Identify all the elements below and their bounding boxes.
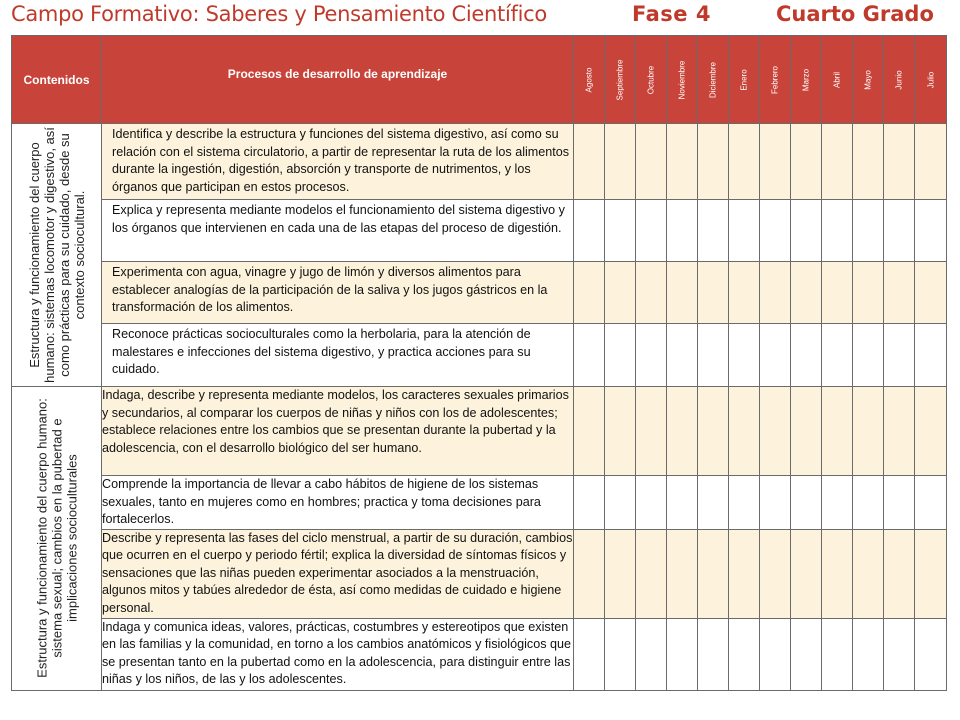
month-cell[interactable] [698,262,729,324]
contenido-text: Estructura y funcionamiento del cuerpo humano: sistema sexual; cambios en la pubertad e implicaciones socioculturales [34,398,79,679]
month-cell[interactable] [791,476,822,530]
month-cell[interactable] [574,324,605,387]
page-title: Campo Formativo: Saberes y Pensamiento Científico [11,2,547,26]
month-cell[interactable] [667,529,698,618]
month-cell[interactable] [636,262,667,324]
month-cell[interactable] [853,618,884,690]
month-cell[interactable] [605,476,636,530]
month-cell[interactable] [574,618,605,690]
month-cell[interactable] [574,476,605,530]
month-header-diciembre: Diciembre [698,36,729,124]
month-header-junio: Junio [884,36,915,124]
proceso-cell: Describe y representa las fases del ciclo menstrual, a partir de su duración, cambios que ocurren en el cuerpo y periodo fértil; explica la diversidad de síntomas físicos y sensaciones que las niñas pueden experimentar asociados a la menstruación, algunos mitos y tabúes alrededor de ésta, así como medidas de cuidado e higiene personal. [102,529,574,618]
month-cell[interactable] [853,529,884,618]
month-cell[interactable] [884,200,915,262]
month-cell[interactable] [760,618,791,690]
month-cell[interactable] [729,529,760,618]
month-cell[interactable] [605,324,636,387]
month-cell[interactable] [667,324,698,387]
contenido-cell [12,124,102,387]
table-row [12,324,947,387]
month-cell[interactable] [636,324,667,387]
month-cell[interactable] [605,124,636,200]
month-cell[interactable] [667,618,698,690]
proceso-cell: Indaga y comunica ideas, valores, prácticas, costumbres y estereotipos que existen en las familias y la comunidad, en torno a los cambios anatómicos y fisiológicos que se presentan tanto en la pubertad como en la adolescencia, para distinguir entre las niñas y los niños, de las y los adolescentes. [102,618,574,690]
month-cell[interactable] [729,124,760,200]
month-cell[interactable] [760,262,791,324]
month-header-julio: Julio [915,36,947,124]
month-cell[interactable] [760,476,791,530]
month-cell[interactable] [853,387,884,476]
month-cell[interactable] [791,618,822,690]
proceso-cell: Comprende la importancia de llevar a cabo hábitos de higiene de los sistemas sexuales, tanto en mujeres como en hombres; practica y toma decisiones para fortalecerlos. [102,476,574,530]
month-cell[interactable] [915,324,947,387]
month-cell[interactable] [636,476,667,530]
table-row [12,618,947,690]
month-header-abril: Abril [822,36,853,124]
month-cell[interactable] [667,124,698,200]
page-header [0,0,960,34]
month-cell[interactable] [605,200,636,262]
month-cell[interactable] [760,387,791,476]
table-row [12,124,947,200]
month-header-octubre: Octubre [636,36,667,124]
table-body [12,124,947,691]
month-cell[interactable] [915,124,947,200]
month-cell[interactable] [853,262,884,324]
month-cell[interactable] [698,529,729,618]
month-header-enero: Enero [729,36,760,124]
month-header-marzo: Marzo [791,36,822,124]
month-cell[interactable] [822,200,853,262]
contenido-cell [12,387,102,691]
table-row [12,476,947,530]
month-cell[interactable] [698,618,729,690]
month-cell[interactable] [636,529,667,618]
month-cell[interactable] [822,124,853,200]
table-row [12,200,947,262]
month-cell[interactable] [822,476,853,530]
month-cell[interactable] [853,200,884,262]
planning-table [11,35,947,691]
month-cell[interactable] [822,387,853,476]
month-cell[interactable] [605,618,636,690]
month-cell[interactable] [636,387,667,476]
month-cell[interactable] [791,200,822,262]
proceso-cell: Reconoce prácticas socioculturales como la herbolaria, para la atención de malestares e infecciones del sistema digestivo, y practica acciones para su cuidado. [102,324,574,387]
table-header-row [12,36,947,124]
month-cell[interactable] [698,124,729,200]
proceso-cell: Identifica y describe la estructura y funciones del sistema digestivo, así como su relación con el sistema circulatorio, a partir de representar la ruta de los alimentos durante la ingestión, digestión, absorción y transporte de nutrimentos, y los órganos que participan en estos procesos. [102,124,574,200]
month-cell[interactable] [915,529,947,618]
month-cell[interactable] [884,387,915,476]
month-cell[interactable] [884,324,915,387]
month-cell[interactable] [760,124,791,200]
proceso-cell: Experimenta con agua, vinagre y jugo de limón y diversos alimentos para establecer analogías de la participación de la saliva y los jugos gástricos en la transformación de los alimentos. [102,262,574,324]
month-cell[interactable] [791,387,822,476]
month-header-noviembre: Noviembre [667,36,698,124]
month-cell[interactable] [760,324,791,387]
month-cell[interactable] [884,476,915,530]
month-cell[interactable] [915,262,947,324]
month-cell[interactable] [791,262,822,324]
month-cell[interactable] [729,476,760,530]
contenido-text: Estructura y funcionamiento del cuerpo humano: sistemas locomotor y digestivo, así como prácticas para su cuidado, desde su contexto sociocultural. [26,127,87,383]
month-cell[interactable] [822,324,853,387]
month-cell[interactable] [667,387,698,476]
month-cell[interactable] [822,262,853,324]
phase-label: Fase 4 [632,2,711,26]
month-cell[interactable] [729,200,760,262]
month-cell[interactable] [729,262,760,324]
table-row [12,262,947,324]
month-cell[interactable] [605,529,636,618]
month-cell[interactable] [574,124,605,200]
month-cell[interactable] [853,124,884,200]
header-procesos: Procesos de desarrollo de aprendizaje [102,36,574,124]
month-cell[interactable] [884,262,915,324]
table-row [12,529,947,618]
month-cell[interactable] [822,618,853,690]
month-cell[interactable] [884,124,915,200]
month-cell[interactable] [636,200,667,262]
table-row [12,387,947,476]
month-cell[interactable] [605,387,636,476]
month-cell[interactable] [791,324,822,387]
month-cell[interactable] [729,618,760,690]
month-cell[interactable] [853,476,884,530]
month-cell[interactable] [636,124,667,200]
month-cell[interactable] [915,476,947,530]
month-cell[interactable] [853,324,884,387]
month-cell[interactable] [667,262,698,324]
month-cell[interactable] [574,387,605,476]
month-cell[interactable] [636,618,667,690]
month-cell[interactable] [574,262,605,324]
month-cell[interactable] [760,529,791,618]
month-cell[interactable] [760,200,791,262]
month-cell[interactable] [915,200,947,262]
month-cell[interactable] [884,618,915,690]
month-cell[interactable] [915,618,947,690]
month-cell[interactable] [698,200,729,262]
month-header-agosto: Agosto [574,36,605,124]
month-cell[interactable] [729,387,760,476]
month-header-septiembre: Septiembre [605,36,636,124]
header-contenidos: Contenidos [12,36,102,124]
month-cell[interactable] [791,124,822,200]
grade-label: Cuarto Grado [776,2,934,26]
month-cell[interactable] [667,476,698,530]
proceso-cell: Explica y representa mediante modelos el funcionamiento del sistema digestivo y los órganos que intervienen en cada una de las etapas del proceso de digestión. [102,200,574,262]
proceso-cell: Indaga, describe y representa mediante modelos, los caracteres sexuales primarios y secundarios, al comparar los cuerpos de niñas y niños con los de adolescentes; establece relaciones entre los cambios que se presentan durante la pubertad y la adolescencia, con el desarrollo biológico del ser humano. [102,387,574,476]
month-cell[interactable] [605,262,636,324]
month-cell[interactable] [667,200,698,262]
month-cell[interactable] [698,324,729,387]
month-cell[interactable] [698,387,729,476]
month-cell[interactable] [698,476,729,530]
month-cell[interactable] [574,200,605,262]
month-header-mayo: Mayo [853,36,884,124]
month-cell[interactable] [915,387,947,476]
month-cell[interactable] [822,529,853,618]
month-cell[interactable] [729,324,760,387]
month-cell[interactable] [574,529,605,618]
month-cell[interactable] [791,529,822,618]
month-header-febrero: Febrero [760,36,791,124]
month-cell[interactable] [884,529,915,618]
